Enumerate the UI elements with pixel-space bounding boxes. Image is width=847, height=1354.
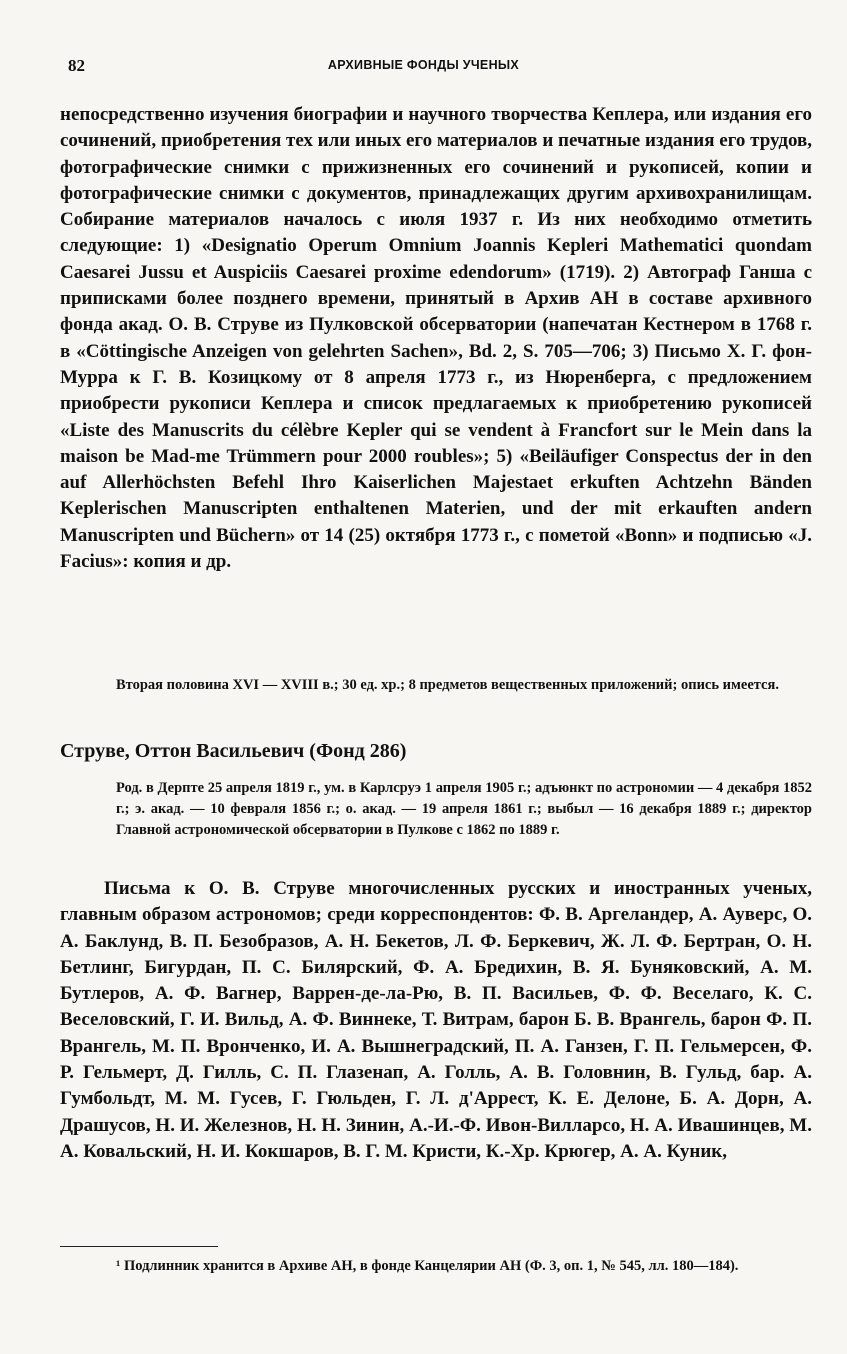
page-number: 82	[68, 56, 85, 75]
footnote-rule	[60, 1246, 218, 1247]
page-header	[0, 56, 847, 76]
footnote	[60, 1256, 812, 1277]
biography-note: Род. в Дерпте 25 апреля 1819 г., ум. в Карлсруэ 1 апреля 1905 г.; адъюнкт по астрономии — 4 декабря 1852 г.; э. акад. — 10 февраля 1856 г.; о. акад. — 19 апреля 1861 г.; выбыл — 16 декабря 1889 г.; директор Главной астрономической обсерватории в Пулкове с 1862 по 1889 г.	[116, 780, 812, 838]
continued-paragraph: непосредственно изучения биографии и научного творчества Кеплера, или издания его сочинений, приобретения тех или иных его материалов и печатные издания его трудов, фотографические снимки с прижизненных его сочинений и рукописей, копии и фотографические снимки с документов, принадлежащих другим архивохранилищам. Собирание материалов началось с июля 1937 г. Из них необходимо отметить следующие: 1) «Designatio Operum Omnium Joannis Kepleri Mathematici quondam Caesarei Jussu et Auspiciis Caesarei proxime edendorum» (1719). 2) Автограф Ганша с приписками более позднего времени, принятый в Архив АН в составе архивного фонда акад. О. В. Струве из Пулковской обсерватории (напечатан Кестнером в 1768 г. в «Cöttingische Anzeigen von gelehrten Sachen», Bd. 2, S. 705—706; 3) Письмо Х. Г. фон-Мурра к Г. В. Козицкому от 8 апреля 1773 г., из Нюренберга, с предложением приобрести рукописи Кеплера и список предлагаемых к приобретению рукописей «Liste des Manuscrits du célèbre Kepler qui se vendent à Francfort sur le Mein dans la maison be Mad-me Trümmern pour 2000 roubles»; 5) «Beiläufiger Conspectus der in den auf Allerhöchsten Befehl Ihro Kaiserlichen Majestaet erkuften Achtzehn Bänden Keplerischen Manuscripten enthaltenen Materien, und der mit erkauften andern Manuscripten und Büchern» от 14 (25) октября 1773 г., с пометой «Bonn» и подписью «J. Facius»: копия и др.	[60, 104, 812, 573]
letters-paragraph	[60, 876, 812, 1165]
section-heading	[60, 740, 406, 763]
section-person-name: Струве, Оттон Васильевич	[60, 740, 305, 762]
running-title: АРХИВНЫЕ ФОНДЫ УЧЕНЫХ	[327, 58, 520, 72]
holdings-note-text: Вторая половина XVI — XVIII в.; 30 ед. хр.; 8 предметов вещественных приложений; опись имеется.	[116, 677, 779, 693]
footnote-text: ¹ Подлинник хранится в Архиве АН, в фонде Канцелярии АН (Ф. 3, оп. 1, № 545, лл. 180—184).	[116, 1258, 739, 1274]
letters-paragraph-text: Письма к О. В. Струве многочисленных русских и иностранных ученых, главным образом астрономов; среди корреспондентов: Ф. В. Аргеландер, А. Ауверс, О. А. Баклунд, В. П. Безобразов, А. Н. Бекетов, Л. Ф. Беркевич, Ж. Л. Ф. Бертран, О. Н. Бетлинг, Бигурдан, П. С. Билярский, Ф. А. Бредихин, В. Я. Буняковский, А. М. Бутлеров, А. Ф. Вагнер, Варрен-де-ла-Рю, В. П. Васильев, Ф. Ф. Веселаго, К. С. Веселовский, Г. И. Вильд, А. Ф. Виннеке, Т. Витрам, барон Б. В. Врангель, барон Ф. П. Врангель, М. П. Вронченко, И. А. Вышнеградский, П. А. Ганзен, Г. П. Гельмерсен, Ф. Р. Гельмерт, Д. Гилль, С. П. Глазенап, А. Голль, А. В. Головнин, В. Гульд, бар. А. Гумбольдт, М. М. Гусев, Г. Гюльден, Г. Л. д'Аррест, К. Е. Делоне, Б. А. Дорн, А. Драшусов, Н. И. Железнов, Н. Н. Зинин, А.-И.-Ф. Ивон-Вилларсо, Н. А. Ивашинцев, М. А. Ковальский, Н. И. Кокшаров, В. Г. М. Кристи, К.-Хр. Крюгер, А. А. Куник,	[60, 878, 812, 1162]
section-fond-number: (Фонд 286)	[309, 740, 407, 762]
holdings-note	[60, 676, 812, 695]
